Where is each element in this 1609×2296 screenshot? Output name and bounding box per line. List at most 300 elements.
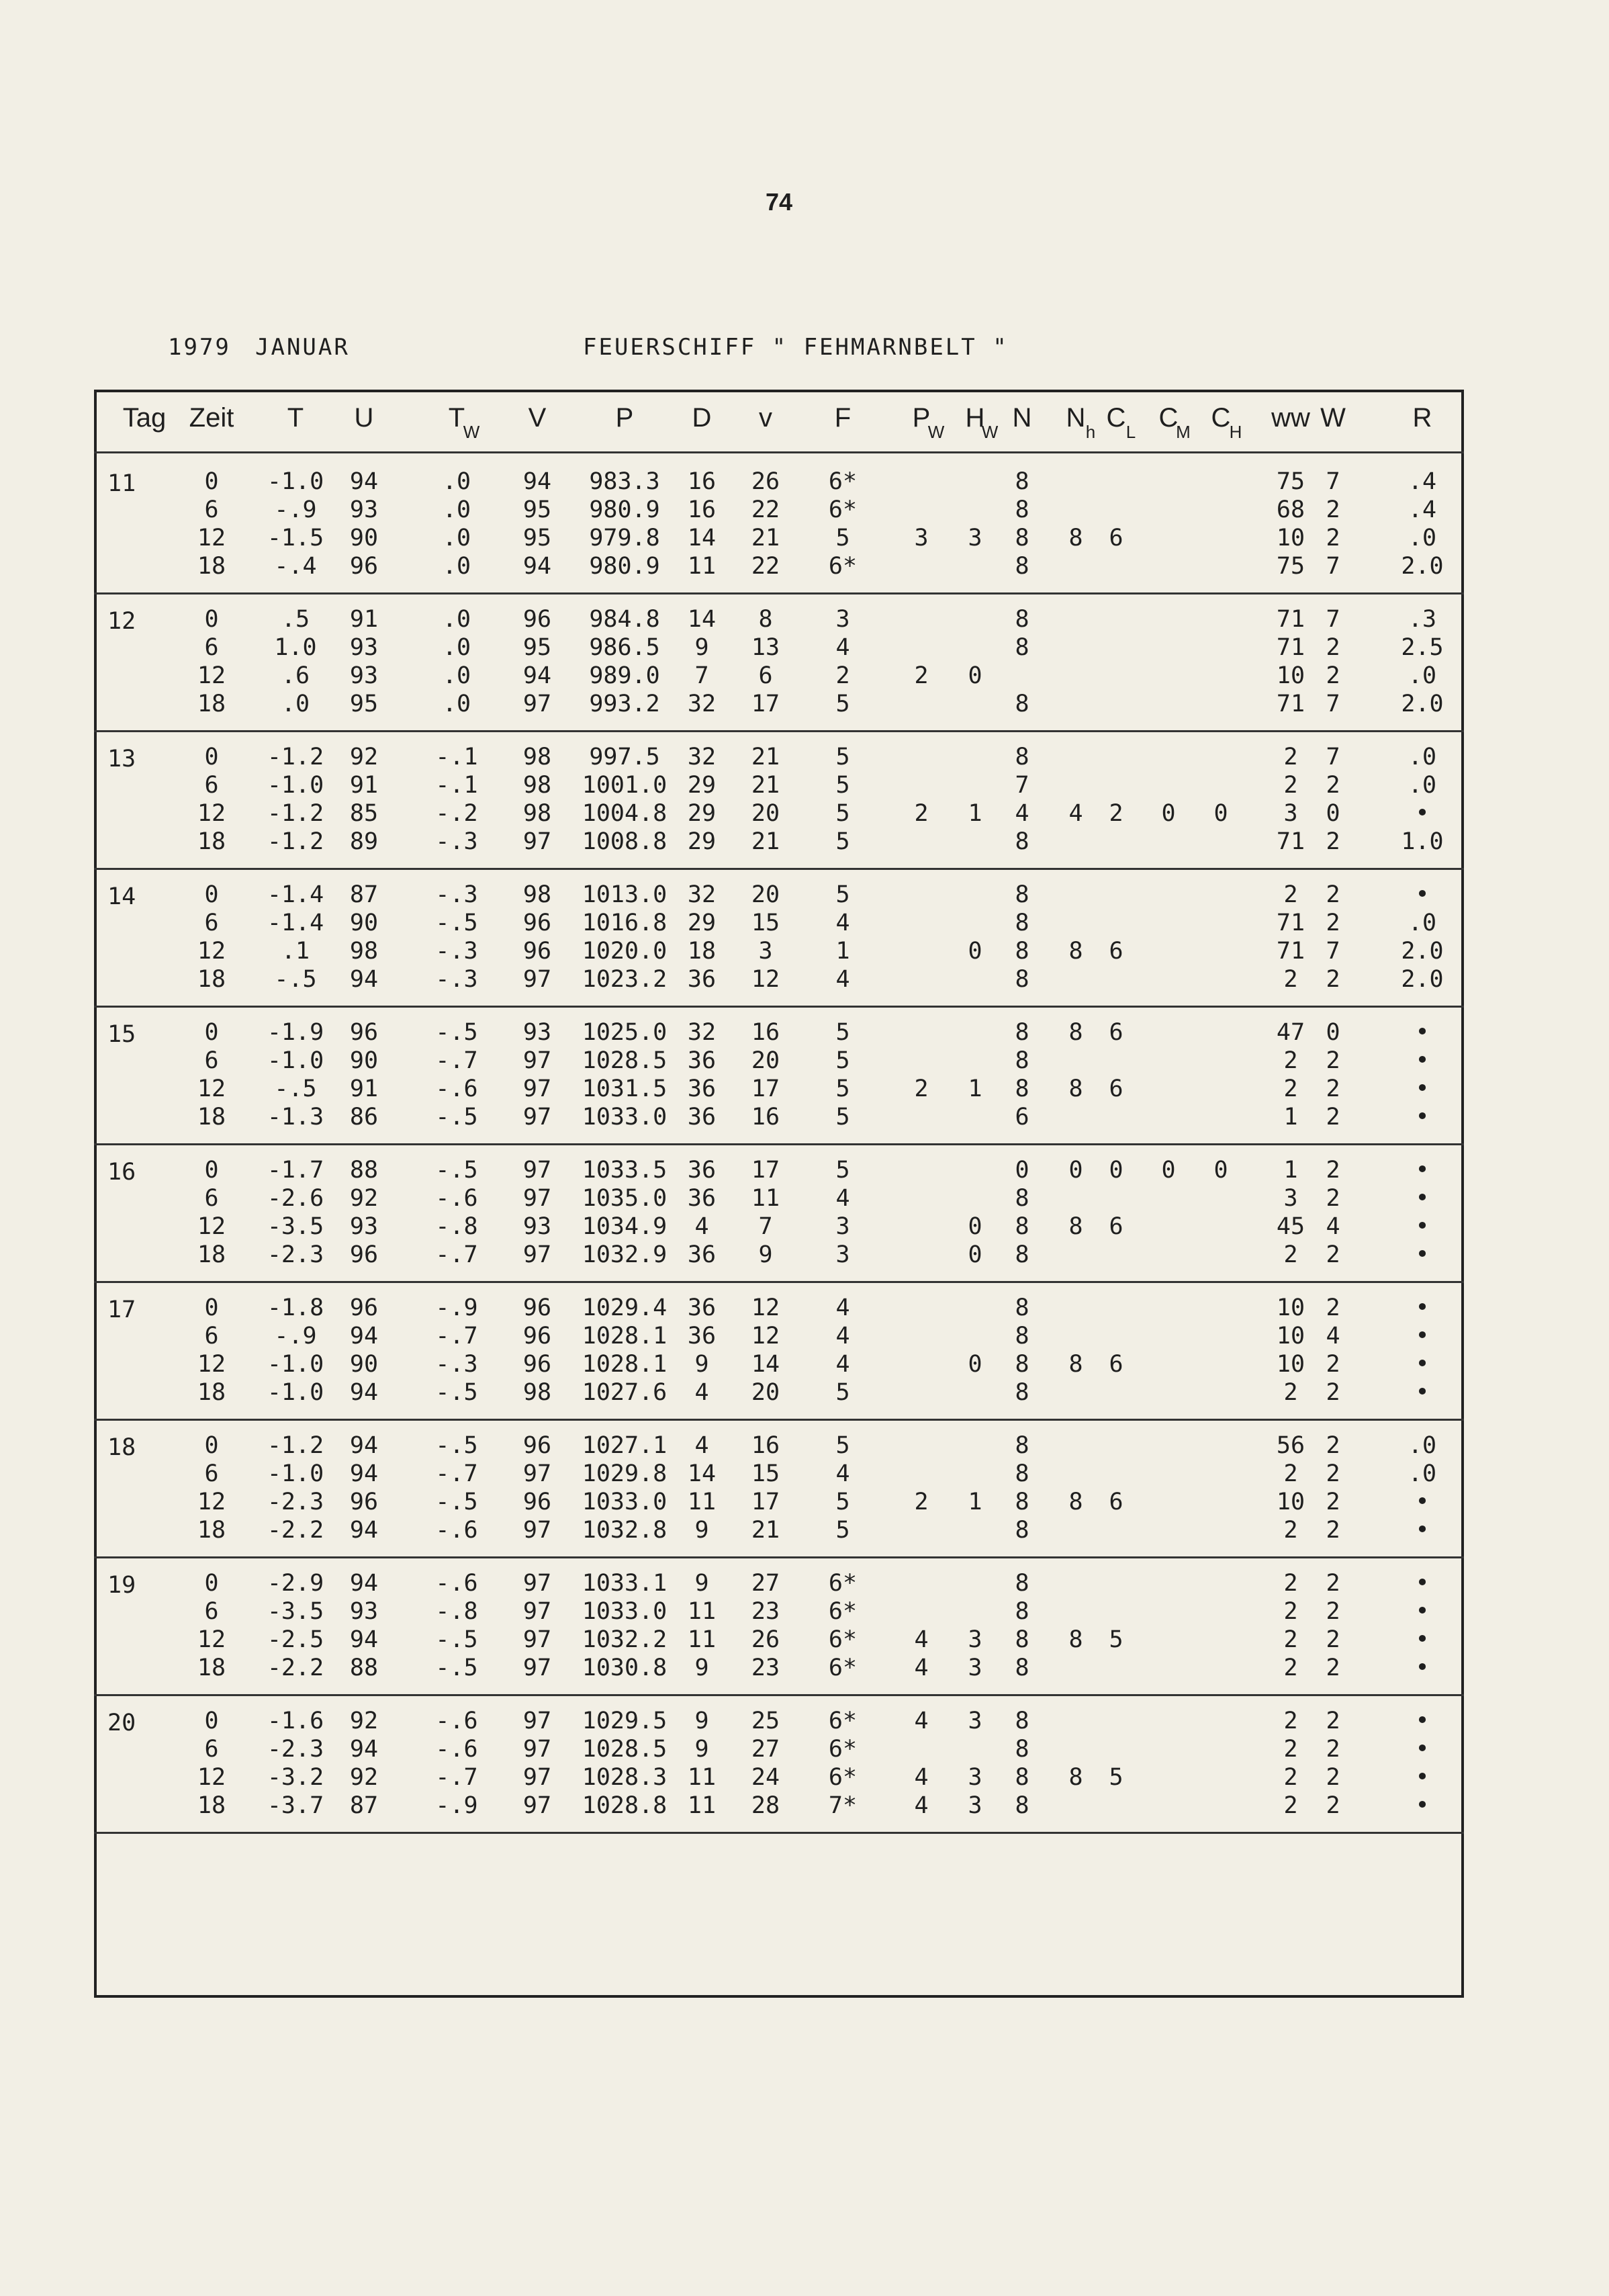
- table-cell: 94: [349, 1626, 379, 1653]
- table-cell: 2: [1326, 662, 1340, 689]
- table-cell: 5: [835, 1019, 850, 1046]
- table-cell: •: [1415, 1185, 1430, 1212]
- column-header: N: [1066, 403, 1086, 433]
- column-header-subscript: M: [1176, 422, 1191, 442]
- table-cell: 87: [349, 881, 379, 908]
- table-cell: 8: [1015, 1654, 1029, 1681]
- table-cell: 36: [687, 1185, 717, 1212]
- table-cell: 4: [1015, 800, 1029, 827]
- table-cell: 1027.1: [582, 1432, 668, 1459]
- table-cell: 6*: [828, 468, 858, 495]
- table-cell: 93: [349, 634, 379, 661]
- table-cell: 2: [914, 662, 929, 689]
- table-cell: -.8: [435, 1213, 478, 1240]
- table-cell: 23: [751, 1654, 780, 1681]
- table-cell: 9: [694, 1708, 709, 1734]
- table-cell: .0: [1408, 525, 1437, 551]
- table-cell: 3: [1283, 800, 1298, 827]
- group-divider: [94, 592, 1464, 594]
- table-cell: 7: [1326, 553, 1340, 580]
- table-cell: 26: [751, 468, 780, 495]
- table-cell: 2: [1326, 525, 1340, 551]
- table-cell: 97: [522, 1626, 552, 1653]
- table-cell: 6*: [828, 1654, 858, 1681]
- table-cell: •: [1415, 1626, 1430, 1653]
- table-cell: 4: [835, 1294, 850, 1321]
- table-cell: -1.0: [267, 468, 324, 495]
- table-cell: .5: [281, 606, 310, 633]
- page-number: 74: [766, 188, 793, 216]
- table-cell: 0: [1213, 800, 1228, 827]
- table-cell: 6: [204, 1323, 219, 1350]
- column-header: ww: [1271, 403, 1310, 433]
- table-cell: -.8: [435, 1598, 478, 1625]
- day-tag: 14: [107, 883, 136, 910]
- table-cell: .0: [442, 496, 471, 523]
- table-cell: 4: [835, 1323, 850, 1350]
- table-cell: -.1: [435, 772, 478, 799]
- table-cell: 8: [1015, 881, 1029, 908]
- table-cell: 9: [694, 1570, 709, 1597]
- table-cell: 14: [751, 1351, 780, 1378]
- table-cell: .0: [1408, 744, 1437, 770]
- table-cell: 97: [522, 1104, 552, 1131]
- table-cell: 1008.8: [582, 828, 668, 855]
- table-cell: 1028.5: [582, 1736, 668, 1763]
- table-cell: 2: [1326, 1294, 1340, 1321]
- table-cell: 5: [835, 1104, 850, 1131]
- table-cell: 979.8: [589, 525, 660, 551]
- day-tag: 18: [107, 1434, 136, 1461]
- table-cell: 9: [694, 634, 709, 661]
- table-cell: 96: [522, 1323, 552, 1350]
- table-cell: 97: [522, 1736, 552, 1763]
- table-cell: •: [1415, 1379, 1430, 1406]
- table-cell: 2: [1283, 1736, 1298, 1763]
- table-cell: .0: [442, 606, 471, 633]
- table-cell: 47: [1276, 1019, 1305, 1046]
- table-cell: 8: [1015, 606, 1029, 633]
- column-header: V: [528, 403, 547, 433]
- table-cell: 8: [1068, 1489, 1083, 1515]
- table-cell: -.3: [435, 828, 478, 855]
- table-cell: 2: [1283, 1075, 1298, 1102]
- table-cell: -1.9: [267, 1019, 324, 1046]
- table-cell: -1.0: [267, 772, 324, 799]
- table-cell: -.9: [274, 1323, 317, 1350]
- table-cell: 0: [204, 606, 219, 633]
- table-cell: .0: [442, 662, 471, 689]
- table-cell: -1.6: [267, 1708, 324, 1734]
- table-cell: 12: [197, 938, 226, 965]
- table-cell: 8: [1015, 1351, 1029, 1378]
- table-cell: 2: [1283, 1598, 1298, 1625]
- table-cell: 17: [751, 691, 780, 717]
- table-cell: 17: [751, 1157, 780, 1184]
- table-cell: 97: [522, 1460, 552, 1487]
- table-cell: 5: [835, 691, 850, 717]
- column-header-subscript: L: [1125, 422, 1136, 442]
- table-cell: •: [1415, 800, 1430, 827]
- table-cell: 94: [349, 1379, 379, 1406]
- table-cell: 9: [694, 1517, 709, 1544]
- column-header: W: [1320, 403, 1346, 433]
- table-cell: •: [1415, 1323, 1430, 1350]
- table-cell: -.5: [274, 966, 317, 993]
- table-cell: 90: [349, 910, 379, 936]
- table-cell: .1: [281, 938, 310, 965]
- table-cell: 18: [197, 1517, 226, 1544]
- table-cell: 97: [522, 691, 552, 717]
- table-cell: 1028.1: [582, 1351, 668, 1378]
- table-cell: -.5: [435, 1432, 478, 1459]
- table-cell: 20: [751, 1379, 780, 1406]
- table-cell: -1.2: [267, 744, 324, 770]
- table-cell: 1032.8: [582, 1517, 668, 1544]
- table-cell: 20: [751, 800, 780, 827]
- table-cell: 94: [349, 1517, 379, 1544]
- table-cell: 23: [751, 1598, 780, 1625]
- table-cell: 6*: [828, 496, 858, 523]
- table-cell: 98: [522, 772, 552, 799]
- table-cell: 2: [1326, 1764, 1340, 1791]
- table-cell: 6: [1109, 525, 1123, 551]
- table-cell: 32: [687, 881, 717, 908]
- table-cell: 6: [204, 1047, 219, 1074]
- table-cell: -.1: [435, 744, 478, 770]
- table-cell: .6: [281, 662, 310, 689]
- table-cell: •: [1415, 1764, 1430, 1791]
- table-cell: 94: [522, 468, 552, 495]
- table-cell: 9: [694, 1351, 709, 1378]
- table-cell: 90: [349, 525, 379, 551]
- table-cell: 1020.0: [582, 938, 668, 965]
- table-cell: 97: [522, 1764, 552, 1791]
- table-cell: •: [1415, 1157, 1430, 1184]
- table-cell: 0: [204, 1294, 219, 1321]
- column-header-subscript: h: [1085, 422, 1096, 442]
- column-header-subscript: H: [1229, 422, 1242, 442]
- table-cell: 97: [522, 828, 552, 855]
- table-cell: -2.5: [267, 1626, 324, 1653]
- table-cell: -.9: [274, 496, 317, 523]
- table-cell: 94: [349, 966, 379, 993]
- table-cell: 21: [751, 828, 780, 855]
- table-cell: -1.4: [267, 910, 324, 936]
- column-header: P: [912, 403, 931, 433]
- table-cell: 12: [197, 1213, 226, 1240]
- table-cell: 75: [1276, 468, 1305, 495]
- table-cell: -.6: [435, 1570, 478, 1597]
- table-cell: 12: [751, 1294, 780, 1321]
- table-cell: 97: [522, 966, 552, 993]
- table-cell: 6: [204, 1460, 219, 1487]
- table-cell: 2: [914, 800, 929, 827]
- group-divider: [94, 1419, 1464, 1421]
- group-divider: [94, 1556, 1464, 1558]
- table-cell: 2: [1283, 1047, 1298, 1074]
- table-cell: 1016.8: [582, 910, 668, 936]
- table-cell: 2: [1326, 1157, 1340, 1184]
- table-cell: 1033.0: [582, 1598, 668, 1625]
- table-cell: 2: [1326, 1379, 1340, 1406]
- table-cell: 4: [914, 1708, 929, 1734]
- table-cell: 16: [687, 468, 717, 495]
- table-cell: 98: [349, 938, 379, 965]
- table-cell: 10: [1276, 1351, 1305, 1378]
- table-cell: 5: [835, 1047, 850, 1074]
- table-cell: -3.7: [267, 1792, 324, 1819]
- table-cell: 6: [758, 662, 773, 689]
- table-cell: -.5: [435, 1157, 478, 1184]
- table-cell: 3: [914, 525, 929, 551]
- table-cell: 12: [197, 1075, 226, 1102]
- table-cell: 6: [204, 634, 219, 661]
- group-divider: [94, 868, 1464, 870]
- table-cell: 3: [968, 1764, 982, 1791]
- day-tag: 17: [107, 1296, 136, 1323]
- table-cell: 18: [197, 966, 226, 993]
- table-cell: -.6: [435, 1517, 478, 1544]
- table-cell: 1: [968, 1075, 982, 1102]
- table-cell: -.5: [435, 1019, 478, 1046]
- table-cell: 10: [1276, 525, 1305, 551]
- table-cell: 2: [1326, 1075, 1340, 1102]
- table-cell: 4: [694, 1379, 709, 1406]
- table-cell: 3: [835, 1213, 850, 1240]
- table-cell: 11: [687, 1598, 717, 1625]
- table-cell: 4: [694, 1432, 709, 1459]
- table-cell: 27: [751, 1570, 780, 1597]
- table-cell: 5: [835, 800, 850, 827]
- table-cell: 94: [349, 1323, 379, 1350]
- table-cell: 0: [968, 938, 982, 965]
- table-cell: 6*: [828, 1570, 858, 1597]
- table-cell: 8: [1015, 1626, 1029, 1653]
- table-cell: 2: [1109, 800, 1123, 827]
- group-divider: [94, 1281, 1464, 1283]
- table-cell: 4: [914, 1764, 929, 1791]
- table-cell: 8: [1015, 634, 1029, 661]
- table-cell: 997.5: [589, 744, 660, 770]
- table-cell: •: [1415, 1019, 1430, 1046]
- table-cell: 2: [1326, 966, 1340, 993]
- table-cell: 8: [1015, 1570, 1029, 1597]
- table-cell: 3: [968, 1654, 982, 1681]
- table-cell: 16: [687, 496, 717, 523]
- table-cell: 8: [1015, 1708, 1029, 1734]
- table-cell: 92: [349, 1764, 379, 1791]
- table-cell: 8: [1015, 1792, 1029, 1819]
- table-cell: •: [1415, 1075, 1430, 1102]
- table-cell: 94: [349, 1736, 379, 1763]
- table-cell: 1: [968, 800, 982, 827]
- table-cell: 18: [197, 1792, 226, 1819]
- table-cell: 980.9: [589, 496, 660, 523]
- table-cell: 0: [1015, 1157, 1029, 1184]
- table-cell: 8: [1015, 938, 1029, 965]
- table-cell: •: [1415, 1241, 1430, 1268]
- table-cell: 18: [687, 938, 717, 965]
- table-cell: 85: [349, 800, 379, 827]
- table-cell: -1.8: [267, 1294, 324, 1321]
- table-cell: 3: [968, 1708, 982, 1734]
- table-cell: 8: [1015, 1764, 1029, 1791]
- table-cell: 10: [1276, 1294, 1305, 1321]
- table-cell: 8: [1015, 1736, 1029, 1763]
- table-cell: 32: [687, 1019, 717, 1046]
- table-cell: 12: [197, 1489, 226, 1515]
- table-cell: •: [1415, 1351, 1430, 1378]
- table-cell: -1.2: [267, 800, 324, 827]
- table-cell: 2: [1283, 1517, 1298, 1544]
- table-cell: 29: [687, 910, 717, 936]
- table-cell: -3.2: [267, 1764, 324, 1791]
- table-cell: .0: [1408, 910, 1437, 936]
- table-cell: 92: [349, 1185, 379, 1212]
- table-cell: -2.2: [267, 1517, 324, 1544]
- day-tag: 11: [107, 470, 136, 497]
- table-cell: 2: [1326, 1432, 1340, 1459]
- table-cell: 2: [1326, 1351, 1340, 1378]
- table-cell: .0: [442, 468, 471, 495]
- table-cell: 8: [1015, 1517, 1029, 1544]
- table-cell: 4: [835, 634, 850, 661]
- table-cell: -.5: [435, 1654, 478, 1681]
- table-cell: 1: [1283, 1104, 1298, 1131]
- table-cell: 68: [1276, 496, 1305, 523]
- table-cell: 6: [1109, 938, 1123, 965]
- table-cell: 56: [1276, 1432, 1305, 1459]
- table-cell: 96: [522, 1489, 552, 1515]
- table-cell: •: [1415, 1489, 1430, 1515]
- group-divider: [94, 1832, 1464, 1834]
- column-header: D: [692, 403, 712, 433]
- table-cell: 16: [751, 1432, 780, 1459]
- table-cell: -2.6: [267, 1185, 324, 1212]
- table-cell: 95: [349, 691, 379, 717]
- table-cell: 4: [1068, 800, 1083, 827]
- table-cell: -1.0: [267, 1047, 324, 1074]
- table-cell: 4: [914, 1792, 929, 1819]
- table-cell: 2: [1326, 1489, 1340, 1515]
- table-cell: 1028.8: [582, 1792, 668, 1819]
- table-cell: 93: [522, 1213, 552, 1240]
- table-cell: 12: [197, 1626, 226, 1653]
- table-cell: •: [1415, 1598, 1430, 1625]
- table-cell: 97: [522, 1792, 552, 1819]
- table-cell: 1028.1: [582, 1323, 668, 1350]
- table-cell: 89: [349, 828, 379, 855]
- table-cell: 98: [522, 1379, 552, 1406]
- table-cell: 0: [1109, 1157, 1123, 1184]
- table-cell: 6: [1109, 1075, 1123, 1102]
- table-cell: 18: [197, 553, 226, 580]
- table-cell: 93: [349, 1598, 379, 1625]
- table-cell: -.7: [435, 1323, 478, 1350]
- table-cell: 2: [1326, 1792, 1340, 1819]
- table-cell: -1.2: [267, 828, 324, 855]
- table-cell: 2: [1283, 1792, 1298, 1819]
- table-cell: -1.5: [267, 525, 324, 551]
- table-cell: 97: [522, 1708, 552, 1734]
- table-cell: -.5: [435, 1379, 478, 1406]
- table-cell: 2: [1283, 1654, 1298, 1681]
- table-cell: -1.4: [267, 881, 324, 908]
- table-cell: 93: [349, 496, 379, 523]
- table-cell: 71: [1276, 634, 1305, 661]
- table-cell: 6*: [828, 553, 858, 580]
- table-cell: 18: [197, 1654, 226, 1681]
- table-cell: 10: [1276, 1323, 1305, 1350]
- table-cell: 0: [204, 1708, 219, 1734]
- table-cell: •: [1415, 1517, 1430, 1544]
- table-cell: 71: [1276, 910, 1305, 936]
- table-cell: 29: [687, 772, 717, 799]
- table-cell: 11: [687, 553, 717, 580]
- table-cell: -.7: [435, 1047, 478, 1074]
- table-cell: 91: [349, 606, 379, 633]
- table-cell: 8: [1015, 966, 1029, 993]
- table-cell: .0: [442, 691, 471, 717]
- table-cell: .0: [442, 553, 471, 580]
- table-cell: 71: [1276, 691, 1305, 717]
- table-cell: •: [1415, 1654, 1430, 1681]
- table-cell: 2: [1326, 881, 1340, 908]
- table-cell: 4: [914, 1654, 929, 1681]
- table-cell: 8: [1015, 1379, 1029, 1406]
- table-cell: 2: [1326, 1736, 1340, 1763]
- table-cell: 36: [687, 1294, 717, 1321]
- table-cell: 6*: [828, 1598, 858, 1625]
- table-cell: 88: [349, 1654, 379, 1681]
- table-cell: 8: [1015, 1598, 1029, 1625]
- table-cell: 1033.0: [582, 1104, 668, 1131]
- table-cell: 18: [197, 1104, 226, 1131]
- table-cell: 7*: [828, 1792, 858, 1819]
- table-cell: 96: [522, 938, 552, 965]
- table-cell: 11: [687, 1489, 717, 1515]
- table-cell: 0: [204, 1570, 219, 1597]
- column-header: C: [1158, 403, 1179, 433]
- header-month: JANUAR: [255, 334, 350, 361]
- table-cell: 21: [751, 744, 780, 770]
- group-divider: [94, 1143, 1464, 1145]
- table-cell: 36: [687, 1323, 717, 1350]
- table-cell: 29: [687, 828, 717, 855]
- table-cell: 2: [1326, 828, 1340, 855]
- table-cell: 21: [751, 525, 780, 551]
- table-cell: 12: [197, 525, 226, 551]
- table-cell: 2.0: [1401, 938, 1444, 965]
- table-cell: 8: [1015, 468, 1029, 495]
- table-cell: 8: [1015, 744, 1029, 770]
- table-cell: 1: [835, 938, 850, 965]
- table-cell: 1033.5: [582, 1157, 668, 1184]
- table-cell: 2: [1283, 1708, 1298, 1734]
- table-cell: -.6: [435, 1185, 478, 1212]
- column-header: P: [615, 403, 634, 433]
- table-cell: 97: [522, 1570, 552, 1597]
- table-cell: 7: [1326, 938, 1340, 965]
- table-cell: -.5: [435, 1626, 478, 1653]
- table-cell: 4: [914, 1626, 929, 1653]
- table-cell: 94: [349, 1460, 379, 1487]
- table-cell: 8: [1068, 1019, 1083, 1046]
- table-cell: 8: [1015, 1323, 1029, 1350]
- table-cell: 1001.0: [582, 772, 668, 799]
- table-cell: 8: [1068, 1075, 1083, 1102]
